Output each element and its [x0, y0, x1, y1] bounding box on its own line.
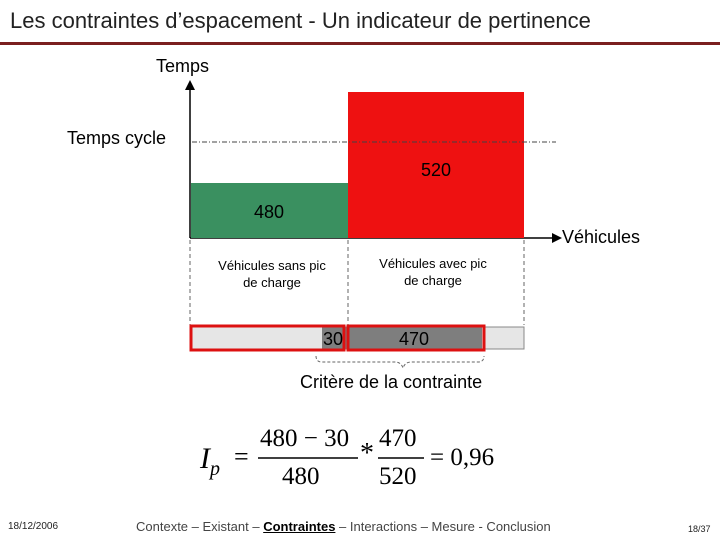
without-peak-label: Véhicules sans pic de charge — [218, 258, 326, 290]
formula-lhs: $I_p$ — [200, 442, 220, 480]
bar-with-peak-value: 520 — [421, 160, 452, 180]
bottom-bar-right-value: 470 — [399, 329, 430, 349]
formula-result: = 0,96 — [430, 444, 495, 471]
formula-operator: * — [360, 438, 374, 469]
page-number: 18/37 — [688, 524, 711, 534]
formula-num1: 480 − 30 — [260, 425, 350, 452]
nav-after[interactable]: – Interactions – Mesure - Conclusion — [335, 519, 551, 534]
nav-before[interactable]: Contexte – Existant – — [136, 519, 264, 534]
formula-equals: = — [234, 442, 249, 471]
bottom-bar-left-value: 30 — [323, 329, 344, 349]
criterion-brace — [316, 356, 484, 368]
formula-den2: 520 — [379, 463, 417, 490]
with-peak-label: Véhicules avec pic de charge — [379, 256, 487, 288]
footer-date: 18/12/2006 — [8, 521, 59, 532]
nav-current[interactable]: Contraintes — [263, 519, 336, 534]
criterion-label: Critère de la contrainte — [300, 372, 483, 392]
y-axis-arrow — [185, 80, 195, 90]
x-axis-label: Véhicules — [562, 227, 641, 247]
slide-title: Les contraintes d’espacement - Un indicateur de pertinence — [10, 8, 591, 33]
formula-num2: 470 — [379, 425, 417, 452]
y-axis-label: Temps — [156, 56, 210, 76]
formula-den1: 480 — [282, 463, 320, 490]
x-axis-arrow — [552, 233, 562, 243]
cycle-time-label: Temps cycle — [67, 128, 167, 148]
bar-without-peak-value: 480 — [254, 202, 285, 222]
footer-navigation — [136, 519, 551, 534]
